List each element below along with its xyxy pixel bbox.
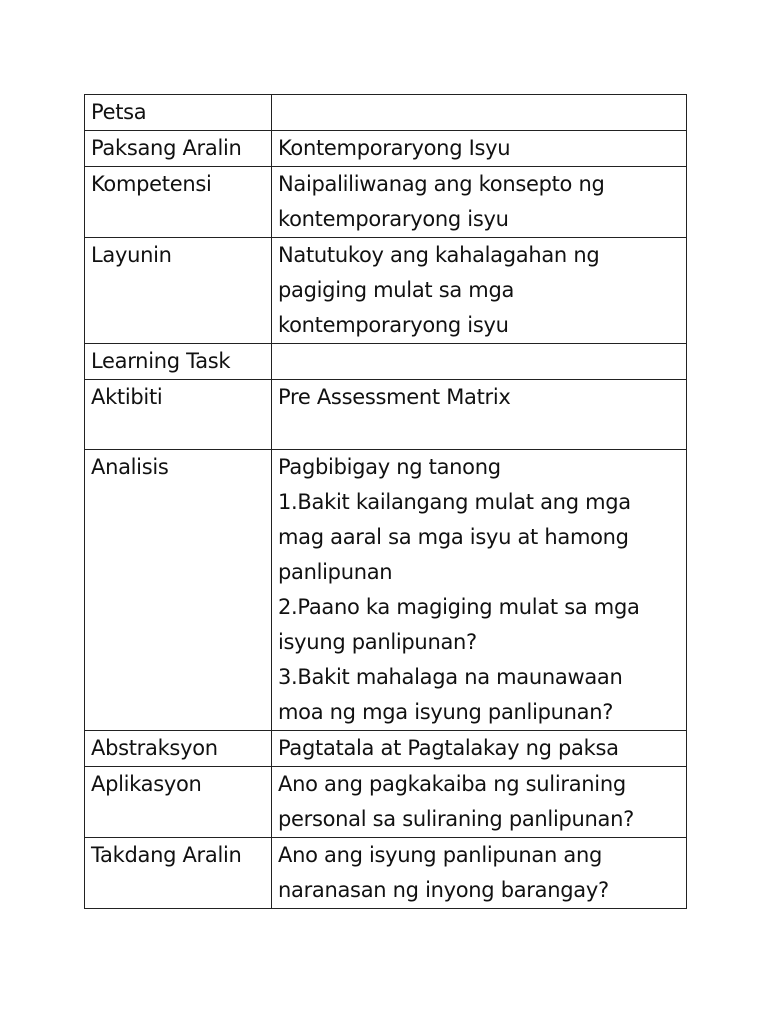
row-value — [272, 95, 687, 131]
row-value: Kontemporaryong Isyu — [272, 131, 687, 167]
row-label: Learning Task — [85, 344, 272, 380]
row-value: Natutukoy ang kahalagahan ng pagiging mulat sa mga kontemporaryong isyu — [272, 238, 687, 344]
lesson-plan-table — [84, 94, 687, 909]
row-value: Ano ang isyung panlipunan ang naranasan ng inyong barangay? — [272, 838, 687, 909]
table-row-aplikasyon — [85, 767, 687, 838]
table-row-takdang-aralin — [85, 838, 687, 909]
table-row-petsa — [85, 95, 687, 131]
row-label: Kompetensi — [85, 167, 272, 238]
row-label: Takdang Aralin — [85, 838, 272, 909]
row-label: Analisis — [85, 450, 272, 731]
row-value: Pre Assessment Matrix — [272, 380, 687, 450]
row-label: Abstraksyon — [85, 731, 272, 767]
row-label: Aplikasyon — [85, 767, 272, 838]
table-row-abstraksyon — [85, 731, 687, 767]
table-row-paksang-aralin — [85, 131, 687, 167]
row-label: Petsa — [85, 95, 272, 131]
table-row-kompetensi — [85, 167, 687, 238]
row-value: Ano ang pagkakaiba ng suliraning personal sa suliraning panlipunan? — [272, 767, 687, 838]
table-row-analisis — [85, 450, 687, 731]
table-row-aktibiti — [85, 380, 687, 450]
row-value: Pagbibigay ng tanong 1.Bakit kailangang mulat ang mga mag aaral sa mga isyu at hamong panlipunan 2.Paano ka magiging mulat sa mga isyung panlipunan? 3.Bakit mahalaga na maunawaan moa ng mga isyung panlipunan? — [272, 450, 687, 731]
table-row-layunin — [85, 238, 687, 344]
row-label: Paksang Aralin — [85, 131, 272, 167]
table-row-learning-task — [85, 344, 687, 380]
row-value: Pagtatala at Pagtalakay ng paksa — [272, 731, 687, 767]
row-label: Layunin — [85, 238, 272, 344]
row-value — [272, 344, 687, 380]
row-value: Naipaliliwanag ang konsepto ng kontemporaryong isyu — [272, 167, 687, 238]
row-label: Aktibiti — [85, 380, 272, 450]
